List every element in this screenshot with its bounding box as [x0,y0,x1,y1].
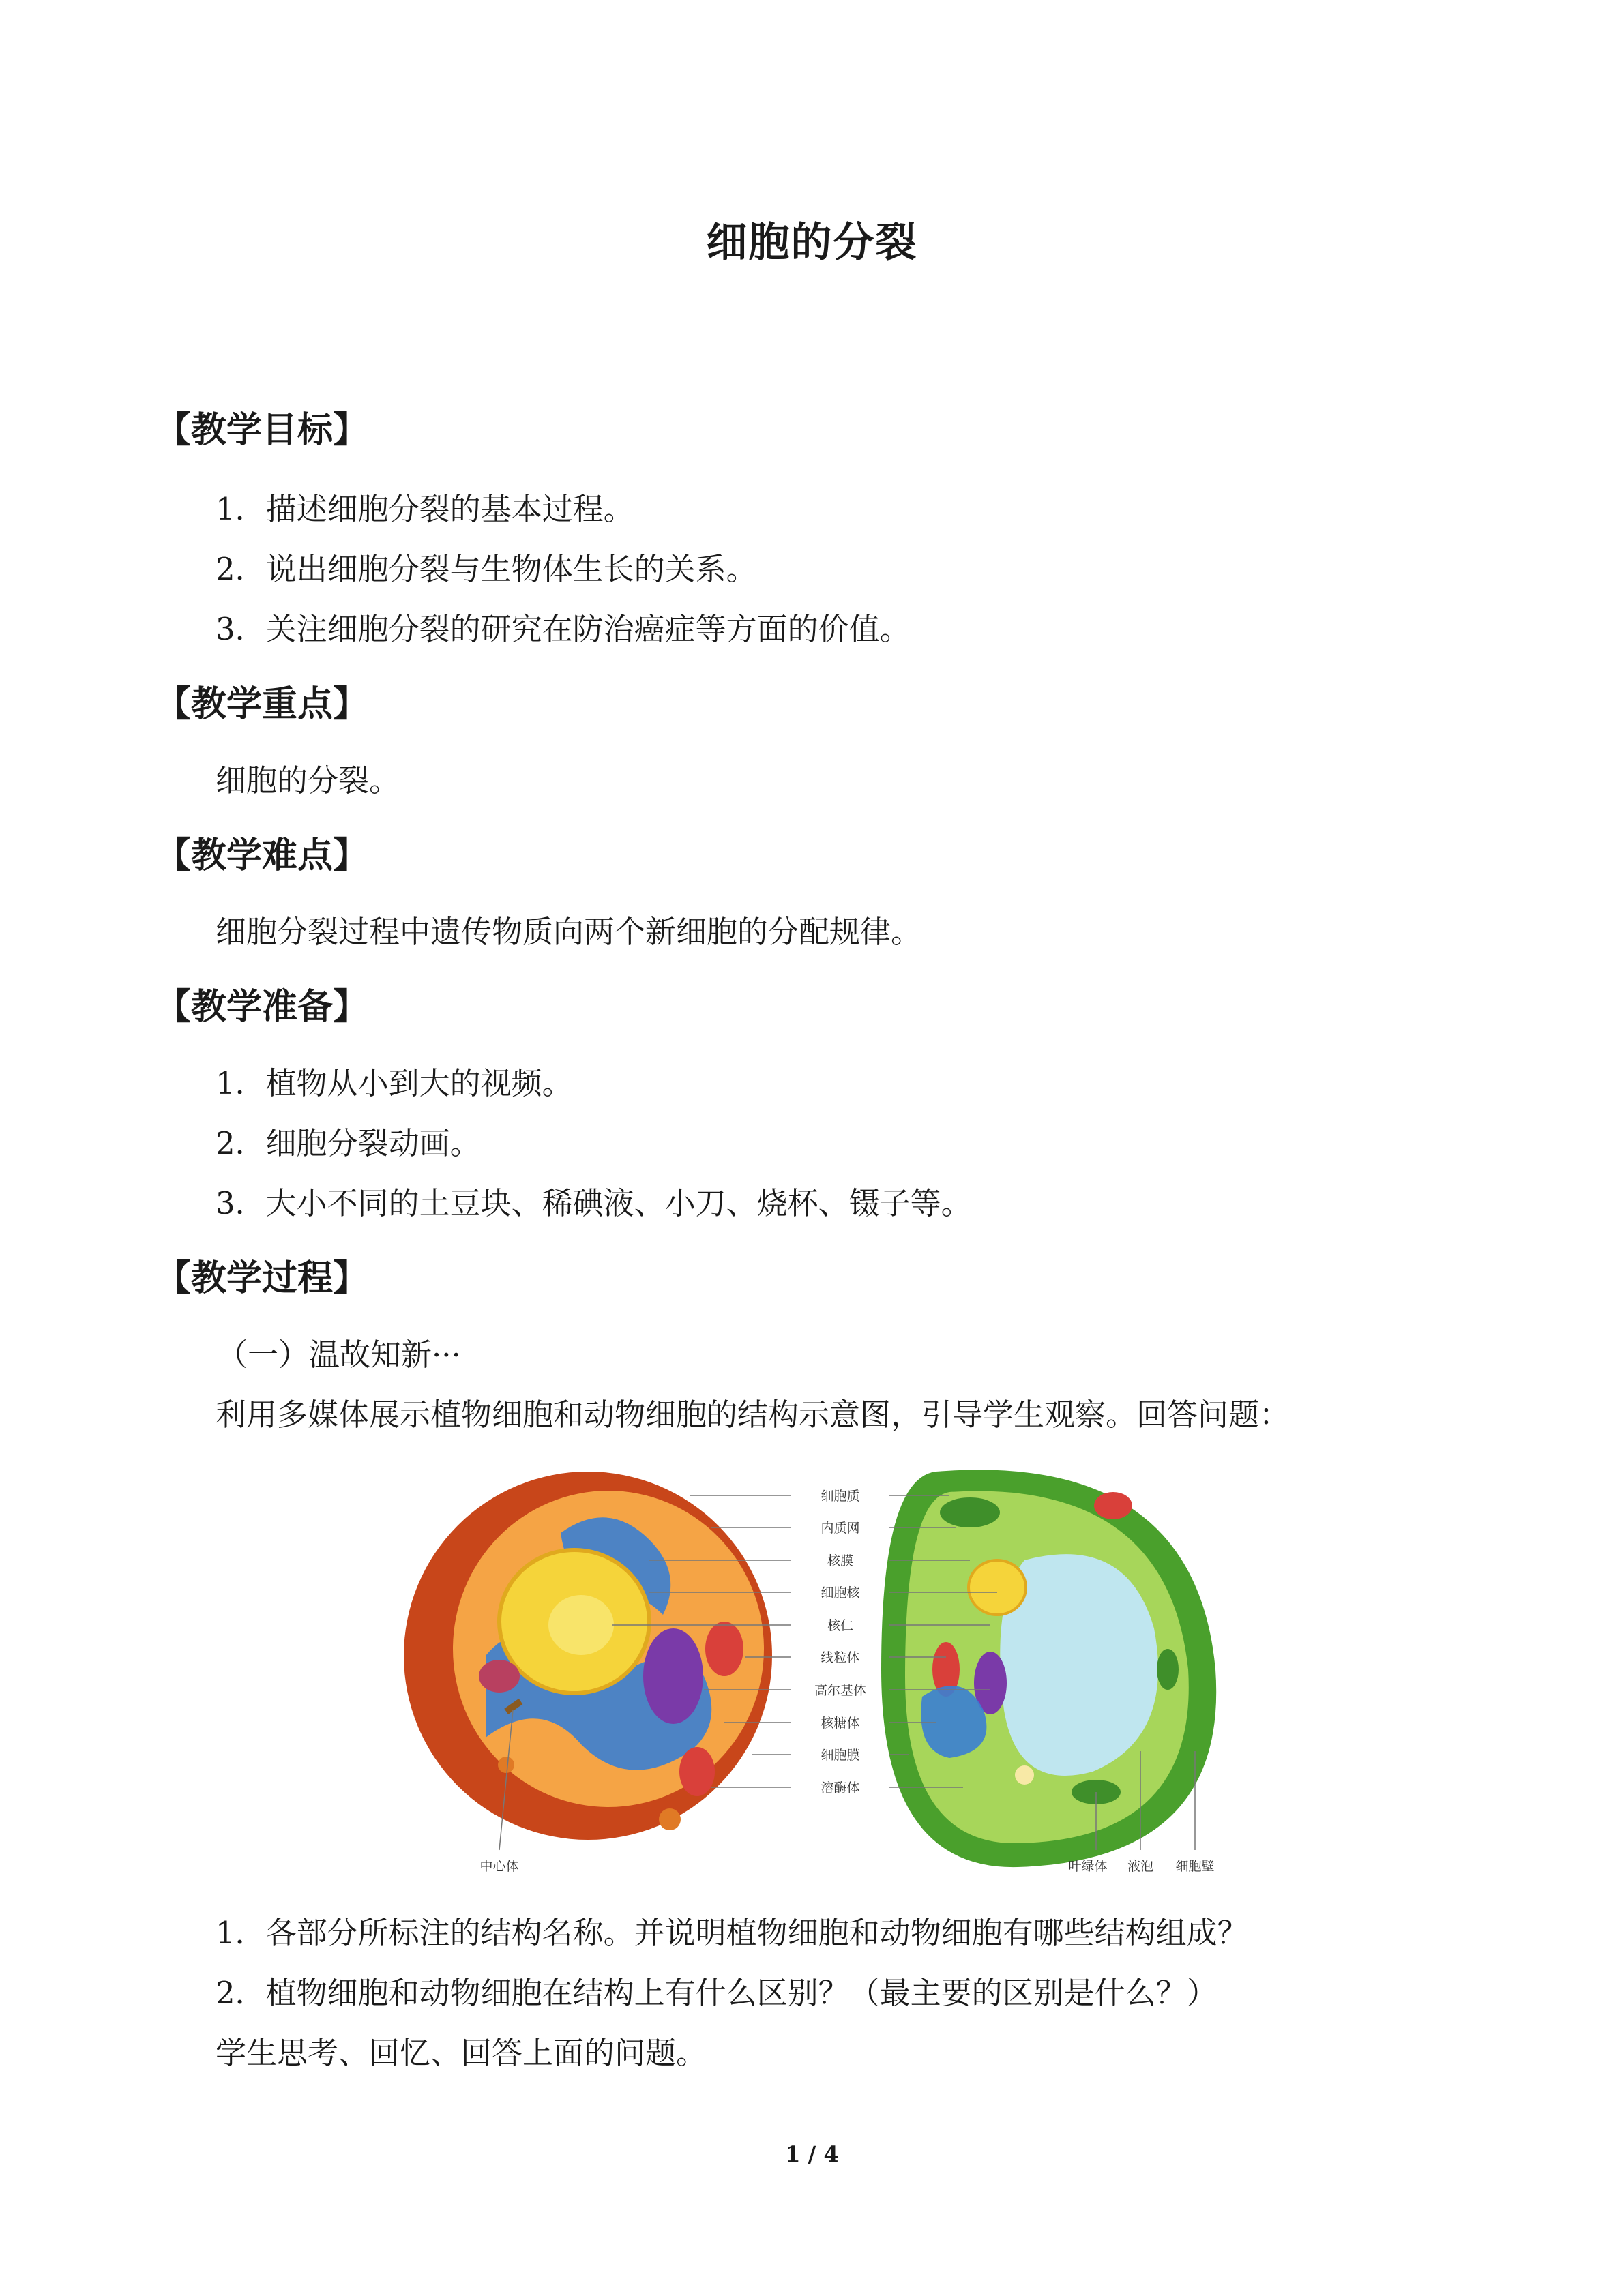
question-item: 1．各部分所标注的结构名称。并说明植物细胞和动物细胞有哪些结构组成？ [216,1915,1248,1951]
objective-item: 1．描述细胞分裂的基本过程。 [216,491,634,527]
label-vacuole: 液泡 [1127,1859,1154,1874]
label-nucleolus: 核仁 [827,1618,854,1633]
question-item: 2．植物细胞和动物细胞在结构上有什么区别？（最主要的区别是什么？） [216,1975,1217,2011]
animal-cell [404,1472,772,1840]
objective-item: 2．说出细胞分裂与生物体生长的关系。 [216,551,757,587]
key-points-text: 细胞的分裂。 [216,762,400,799]
center-labels [814,1489,866,1795]
heading-process: 【教学过程】 [156,1258,369,1299]
difficulties-text: 细胞分裂过程中遗传物质向两个新细胞的分配规律。 [216,914,922,950]
label-cell-wall: 细胞壁 [1175,1859,1215,1874]
cell-structure-figure [404,1451,1230,1881]
label-cell-membrane: 细胞膜 [821,1748,860,1763]
label-golgi: 高尔基体 [814,1683,867,1698]
label-nucleus: 细胞核 [821,1585,860,1600]
label-chloroplast: 叶绿体 [1068,1859,1108,1874]
objective-item: 3．关注细胞分裂的研究在防治癌症等方面的价值。 [216,611,911,647]
process-closing: 学生思考、回忆、回答上面的问题。 [216,2035,707,2071]
plant-cell [881,1470,1216,1867]
page-number: 1 / 4 [785,2141,839,2167]
label-ribosome: 核糖体 [821,1716,860,1731]
heading-objectives: 【教学目标】 [156,410,369,451]
heading-preparation: 【教学准备】 [156,987,369,1028]
label-nuclear-membrane: 核膜 [827,1553,854,1568]
page-title: 细胞的分裂 [706,219,918,267]
heading-difficulties: 【教学难点】 [156,835,369,876]
preparation-item: 1．植物从小到大的视频。 [216,1065,573,1101]
label-cytoplasm: 细胞质 [821,1489,860,1504]
label-lysosome: 溶酶体 [821,1780,860,1795]
preparation-item: 3．大小不同的土豆块、稀碘液、小刀、烧杯、镊子等。 [216,1185,972,1221]
process-subheading: （一）温故知新··· [217,1337,461,1373]
preparation-item: 2．细胞分裂动画。 [216,1125,481,1161]
process-intro: 利用多媒体展示植物细胞和动物细胞的结构示意图，引导学生观察。回答问题： [216,1397,1290,1433]
label-er: 内质网 [821,1521,860,1536]
cell-diagram-svg [404,1451,1230,1881]
heading-key-points: 【教学重点】 [156,684,369,725]
label-centrosome: 中心体 [479,1859,519,1874]
label-mitochondria: 线粒体 [821,1650,860,1665]
